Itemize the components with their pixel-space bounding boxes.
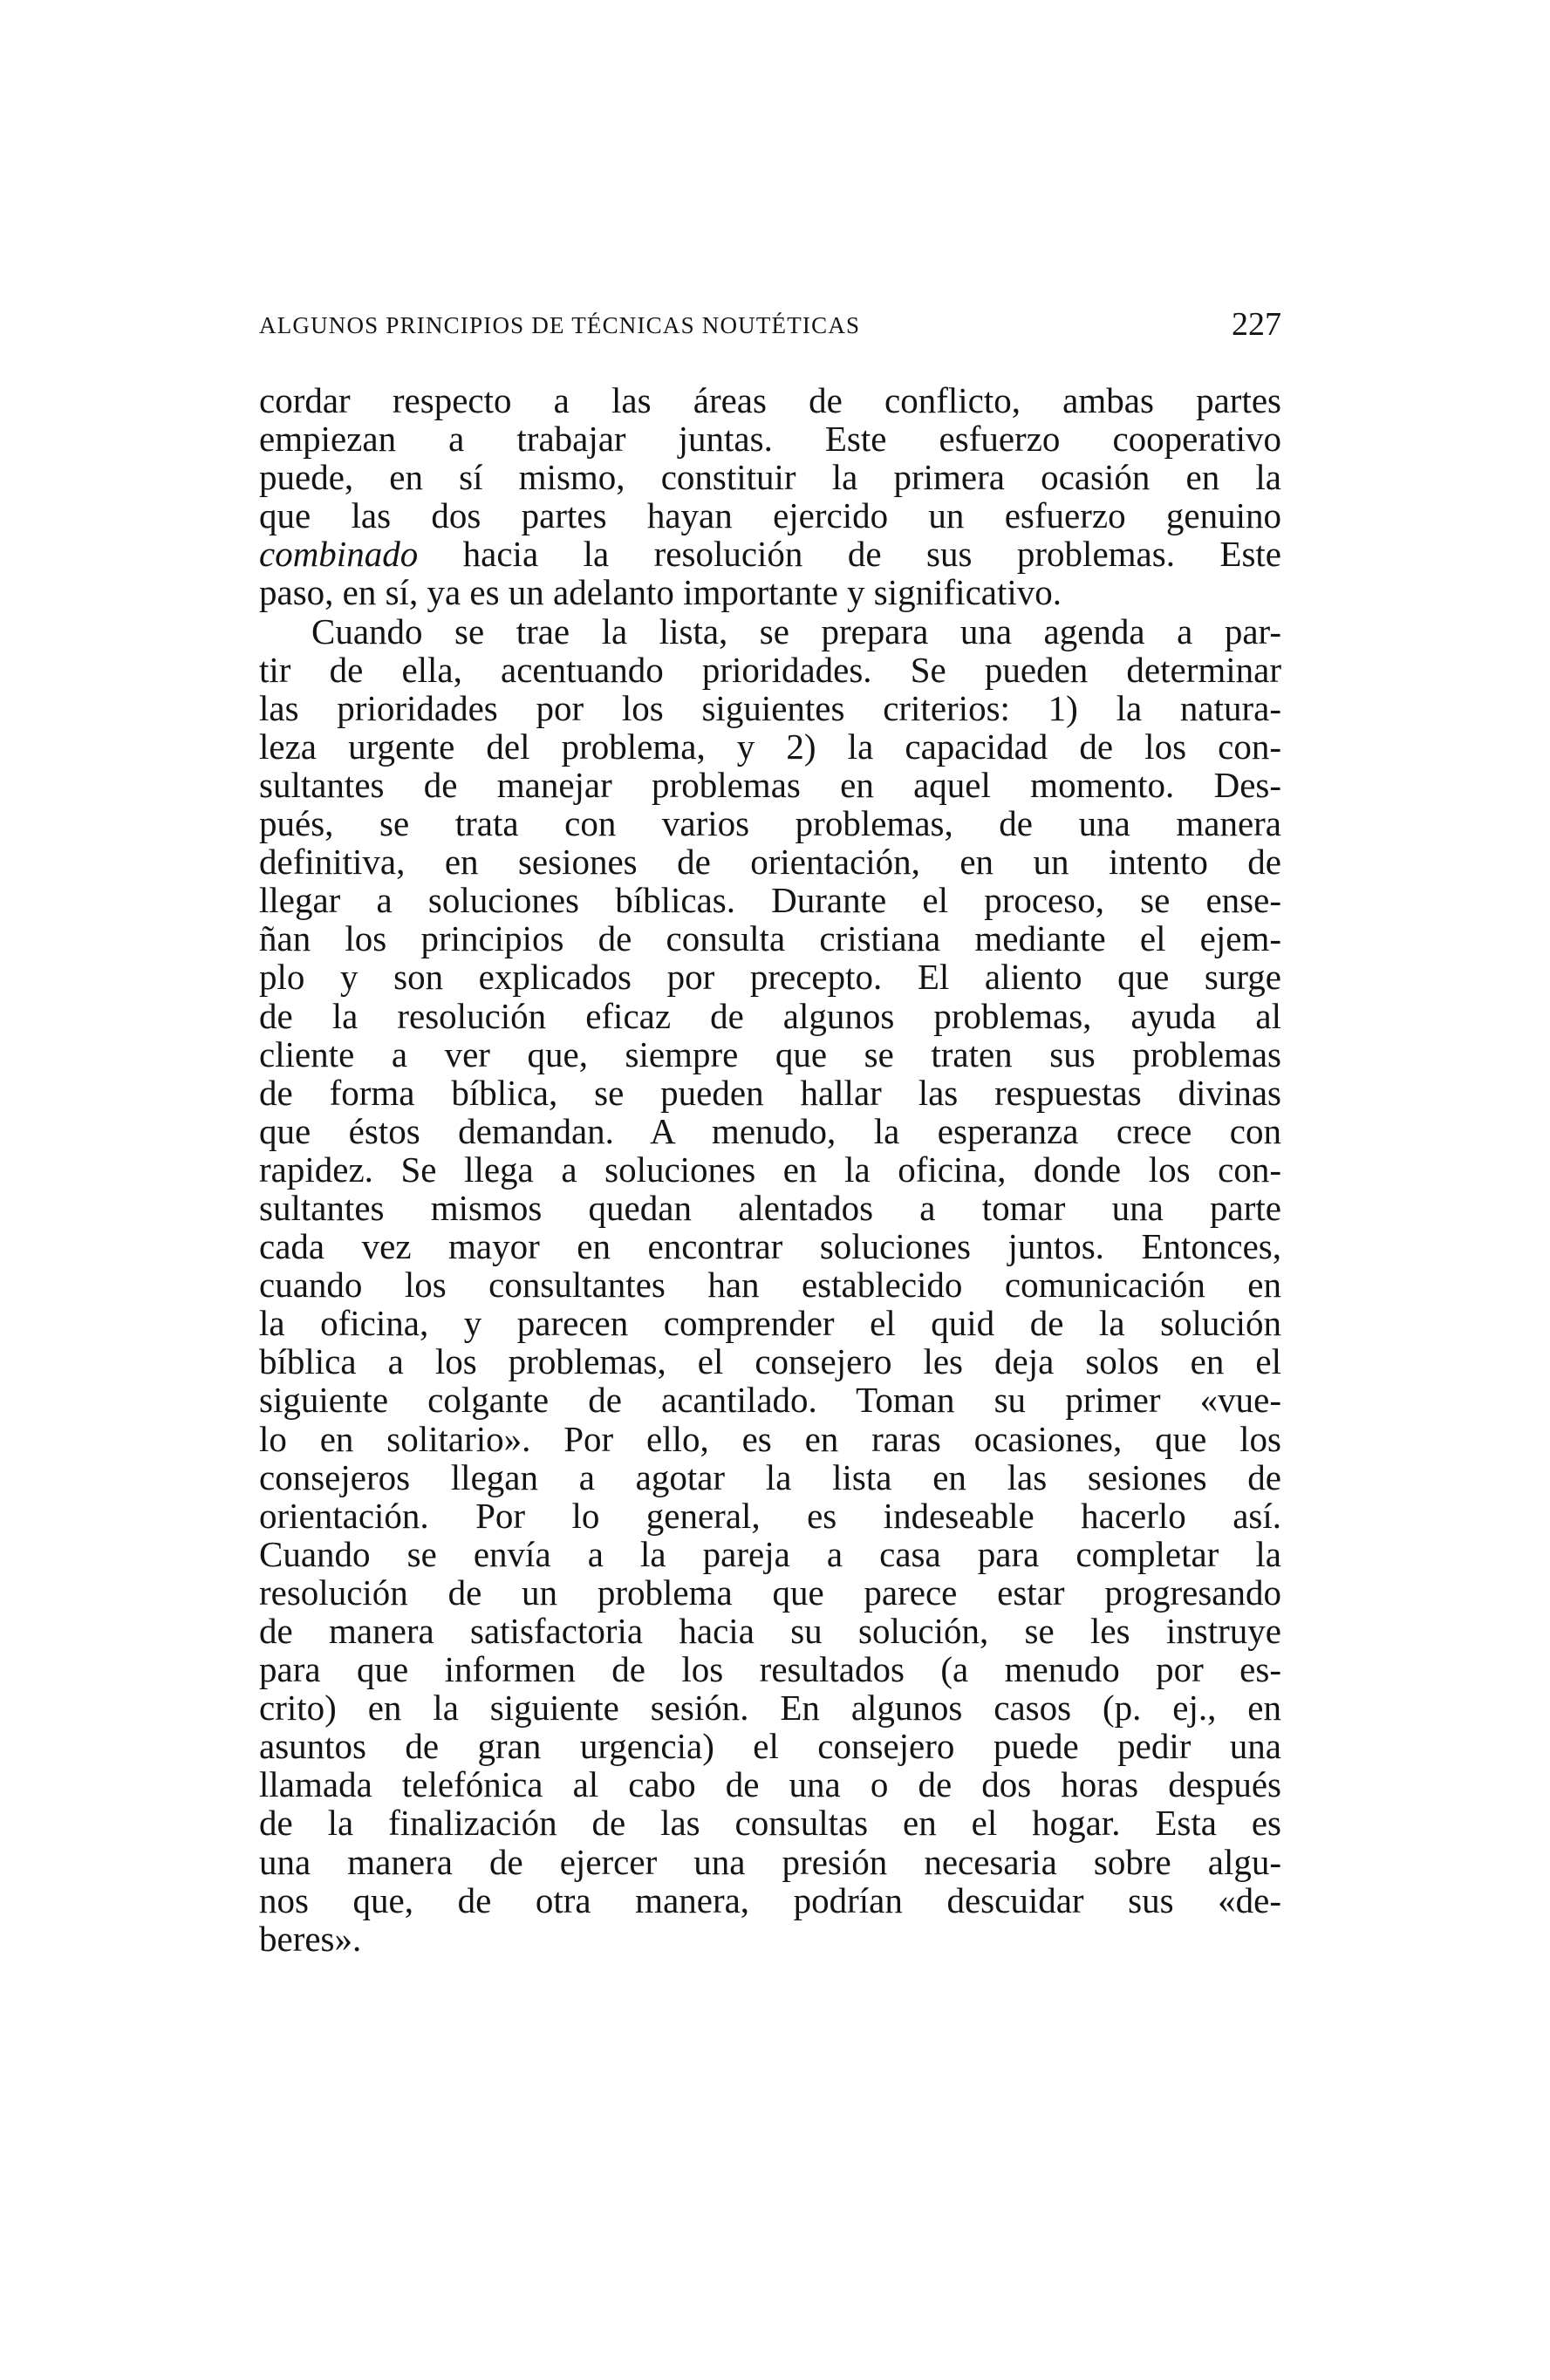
text-line: puede, en sí mismo, constituir la primera ocasión en la	[259, 457, 1281, 498]
paragraph-1	[259, 381, 1281, 612]
text-line: asuntos de gran urgencia) el consejero puede pedir una	[259, 1726, 1281, 1767]
text-line: crito) en la siguiente sesión. En algunos casos (p. ej., en	[259, 1688, 1281, 1729]
running-title: ALGUNOS PRINCIPIOS DE TÉCNICAS NOUTÉTICAS	[259, 312, 861, 338]
text-line: bíblica a los problemas, el consejero les deja solos en el	[259, 1341, 1281, 1382]
text-line: nos que, de otra manera, podrían descuidar sus «de-	[259, 1879, 1281, 1920]
text-line: pués, se trata con varios problemas, de una manera	[259, 803, 1281, 844]
text-line: sultantes de manejar problemas en aquel momento. Des-	[259, 764, 1281, 805]
text-line: consejeros llegan a agotar la lista en las sesiones de	[259, 1456, 1281, 1497]
text-line: llegar a soluciones bíblicas. Durante el proceso, se ense-	[259, 880, 1281, 921]
text-line: de forma bíblica, se pueden hallar las respuestas divinas	[259, 1072, 1281, 1113]
text-line: resolución de un problema que parece estar progresando	[259, 1572, 1281, 1613]
text-line: lo en solitario». Por ello, es en raras ocasiones, que los	[259, 1418, 1281, 1459]
text-line: que éstos demandan. A menudo, la esperanza crece con	[259, 1110, 1281, 1151]
page-number: 227	[1232, 306, 1281, 343]
text-line: tir de ella, acentuando prioridades. Se pueden determinar	[259, 649, 1281, 690]
text-line: beres».	[259, 1918, 362, 1959]
text-line: siguiente colgante de acantilado. Toman su primer «vue-	[259, 1380, 1281, 1421]
text-line: cordar respecto a las áreas de conflicto, ambas partes	[259, 380, 1281, 420]
text-line: ñan los principios de consulta cristiana mediante el ejem-	[259, 918, 1281, 959]
text-line-rest: hacia la resolución de sus problemas. Este	[418, 534, 1281, 575]
text-line: cada vez mayor en encontrar soluciones juntos. Entonces,	[259, 1226, 1281, 1267]
text-line	[259, 535, 1281, 573]
text-line: Cuando se envía a la pareja a casa para completar la	[259, 1533, 1281, 1574]
text-line: Cuando se trae la lista, se prepara una agenda a par-	[311, 610, 1281, 651]
italic-word: combinado	[259, 534, 419, 575]
text-line: empiezan a trabajar juntas. Este esfuerzo cooperativo	[259, 419, 1281, 460]
body-text	[259, 381, 1281, 1958]
text-line: las prioridades por los siguientes criterios: 1) la natura-	[259, 687, 1281, 728]
paragraph-2	[259, 612, 1281, 1958]
text-line: orientación. Por lo general, es indeseable hacerlo así.	[259, 1495, 1281, 1536]
text-line: una manera de ejercer una presión necesaria sobre algu-	[259, 1841, 1281, 1882]
text-line: llamada telefónica al cabo de una o de dos horas después	[259, 1764, 1281, 1805]
text-line: de la resolución eficaz de algunos problemas, ayuda al	[259, 995, 1281, 1036]
text-line: rapidez. Se llega a soluciones en la oficina, donde los con-	[259, 1149, 1281, 1190]
text-line: cliente a ver que, siempre que se traten sus problemas	[259, 1033, 1281, 1074]
text-line: que las dos partes hayan ejercido un esfuerzo genuino	[259, 495, 1281, 536]
running-head	[259, 305, 1281, 349]
text-line: de la finalización de las consultas en el hogar. Esta es	[259, 1803, 1281, 1844]
text-line: leza urgente del problema, y 2) la capacidad de los con-	[259, 726, 1281, 767]
text-line: de manera satisfactoria hacia su solución, se les instruye	[259, 1611, 1281, 1651]
text-line: la oficina, y parecen comprender el quid de la solución	[259, 1303, 1281, 1344]
text-line: para que informen de los resultados (a menudo por es-	[259, 1649, 1281, 1690]
text-line: plo y son explicados por precepto. El aliento que surge	[259, 957, 1281, 998]
text-line: paso, en sí, ya es un adelanto importante y significativo.	[259, 572, 1062, 613]
text-line: definitiva, en sesiones de orientación, en un intento de	[259, 842, 1281, 883]
text-line: cuando los consultantes han establecido comunicación en	[259, 1265, 1281, 1306]
text-line: sultantes mismos quedan alentados a tomar una parte	[259, 1187, 1281, 1228]
